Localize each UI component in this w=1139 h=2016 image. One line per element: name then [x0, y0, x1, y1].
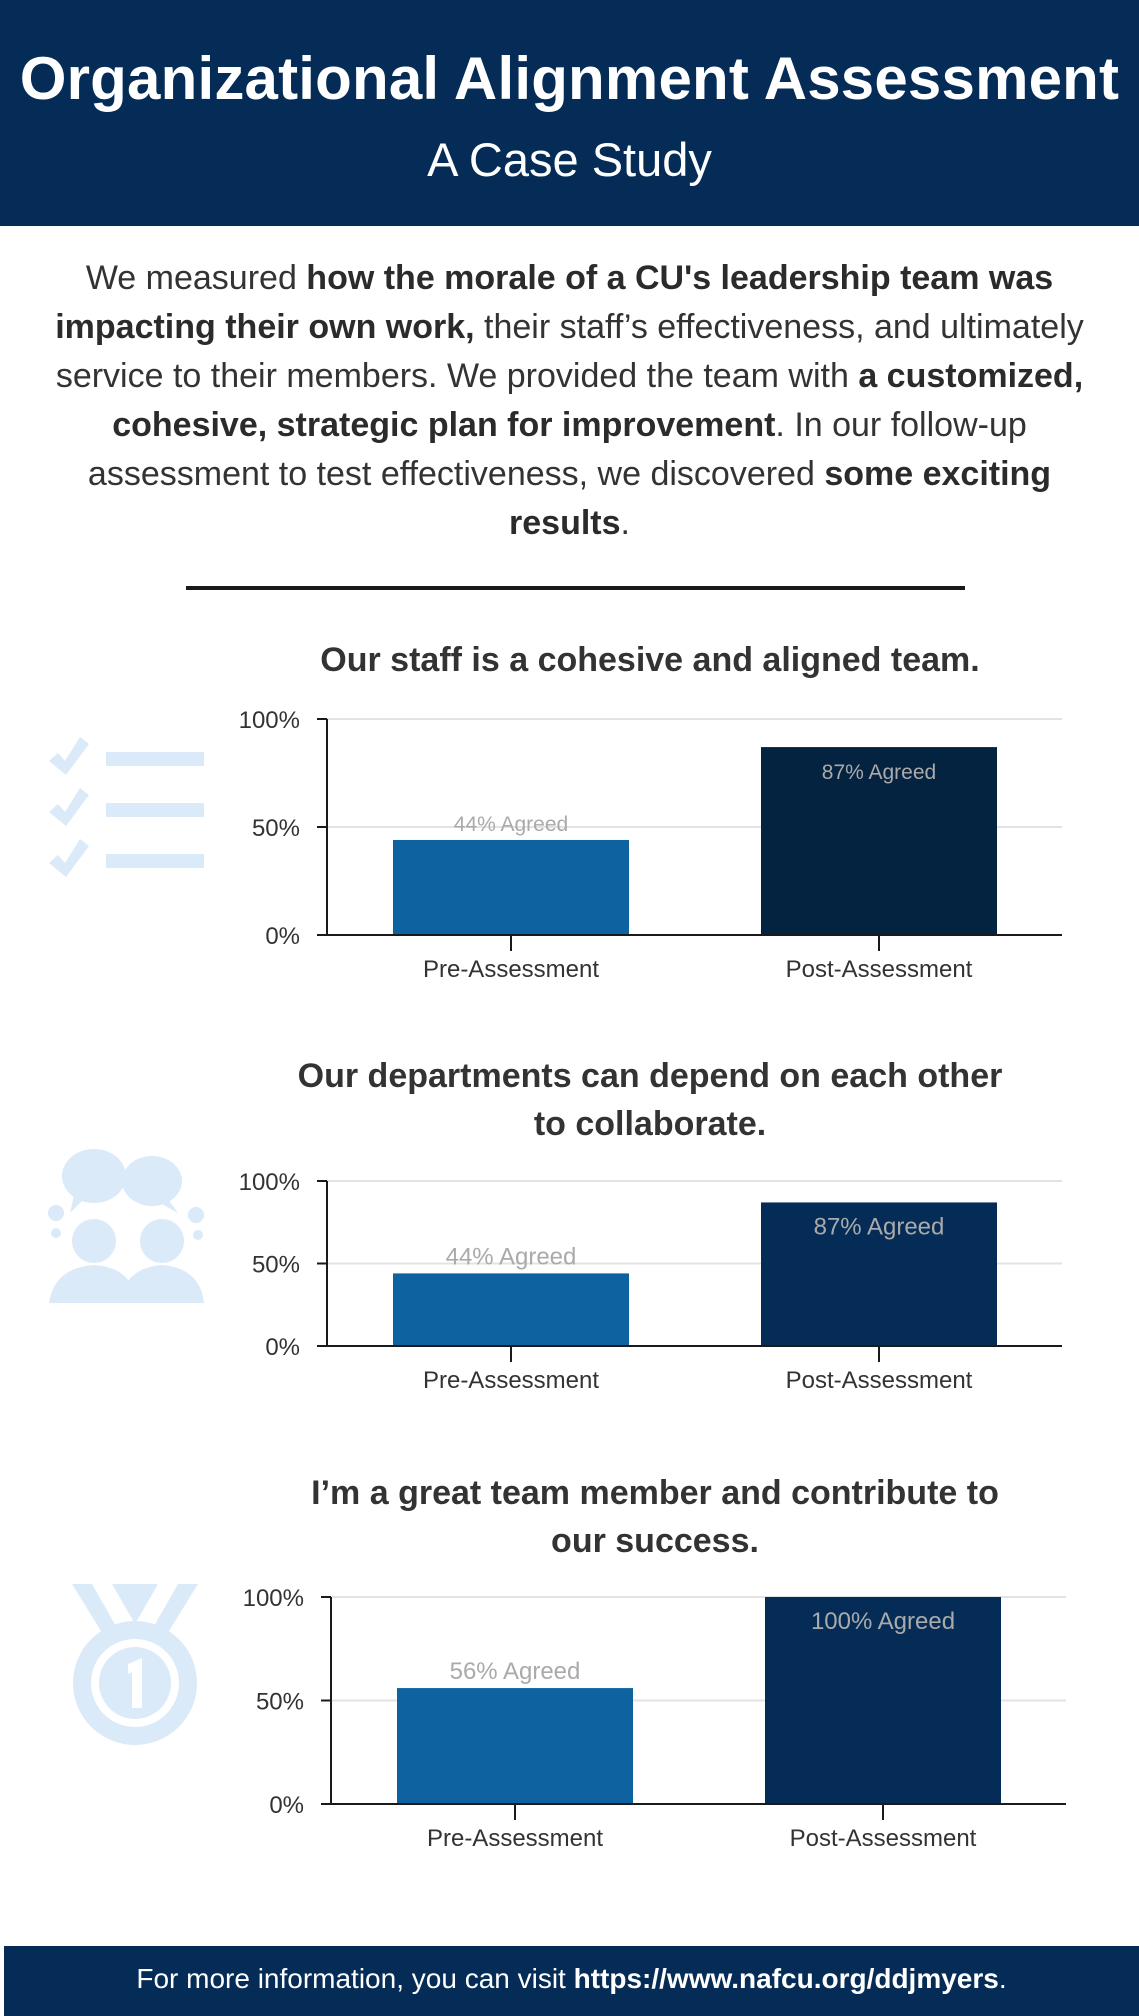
chart-2-bar-pre — [393, 1273, 629, 1346]
intro-text-2: their staff’s effectiveness, and ultimately service to their members. We provided the team with — [55, 308, 1084, 395]
chart-2-y-tick-label: 0% — [265, 1334, 300, 1361]
chart-2-data-label: 87% Agreed — [813, 1213, 945, 1241]
chart-2-title: Our departments can depend on each other to collaborate. — [297, 1057, 1003, 1143]
chart-1-data-label: 87% Agreed — [821, 761, 937, 785]
chart-2-y-tick-label: 100% — [238, 1169, 300, 1196]
page-subtitle: A Case Study — [427, 133, 712, 186]
chart-3-data-label: 100% Agreed — [810, 1608, 956, 1635]
chart-1-title: Our staff is a cohesive and aligned team. — [320, 641, 980, 679]
footer-end: . — [998, 1963, 1007, 1994]
footer-text: For more information, you can visit — [136, 1963, 574, 1994]
chart-1-bar-pre — [393, 840, 629, 935]
chart-1-y-tick-label: 50% — [251, 815, 300, 842]
intro-bold-3: some exciting results — [509, 455, 1052, 542]
chart-1-x-tick-label: Post-Assessment — [785, 956, 973, 983]
chart-3-title: I’m a great team member and contribute to our success. — [311, 1474, 999, 1560]
chart-1-data-label: 44% Agreed — [453, 812, 569, 836]
page-title: Organizational Alignment Assessment — [19, 45, 1120, 112]
intro-bold-1: how the morale of a CU's leadership team was impacting their own work, — [55, 259, 1054, 346]
intro-text-1: We measured — [85, 259, 307, 297]
chart-2-y-tick-label: 50% — [251, 1251, 300, 1279]
chart-3-y-tick-label: 100% — [242, 1585, 304, 1612]
footer-banner — [4, 1946, 1139, 2016]
chart-3-x-tick-label: Post-Assessment — [789, 1825, 977, 1852]
chart-2-x-tick-label: Post-Assessment — [785, 1367, 973, 1394]
chart-3-data-label: 56% Agreed — [449, 1658, 581, 1686]
chart-2-data-label: 44% Agreed — [445, 1243, 577, 1271]
chart-3-bar-pre — [397, 1688, 633, 1804]
chart-1-x-tick-label: Pre-Assessment — [422, 956, 600, 983]
intro-text-4: . — [620, 504, 630, 542]
chart-2-x-tick-label: Pre-Assessment — [422, 1367, 600, 1394]
chart-3-y-tick-label: 0% — [269, 1792, 304, 1819]
chart-1-y-tick-label: 0% — [265, 923, 300, 950]
chart-3-x-tick-label: Pre-Assessment — [426, 1825, 604, 1852]
intro-bold-2: a customized, cohesive, strategic plan for improvement — [112, 357, 1084, 444]
chart-3-y-tick-label: 50% — [255, 1688, 304, 1716]
intro-text-3: . In our follow-up assessment to test effectiveness, we discovered — [87, 406, 1027, 493]
footer-link[interactable]: https://www.nafcu.org/ddjmyers — [573, 1963, 999, 1994]
chart-1-y-tick-label: 100% — [238, 707, 300, 734]
